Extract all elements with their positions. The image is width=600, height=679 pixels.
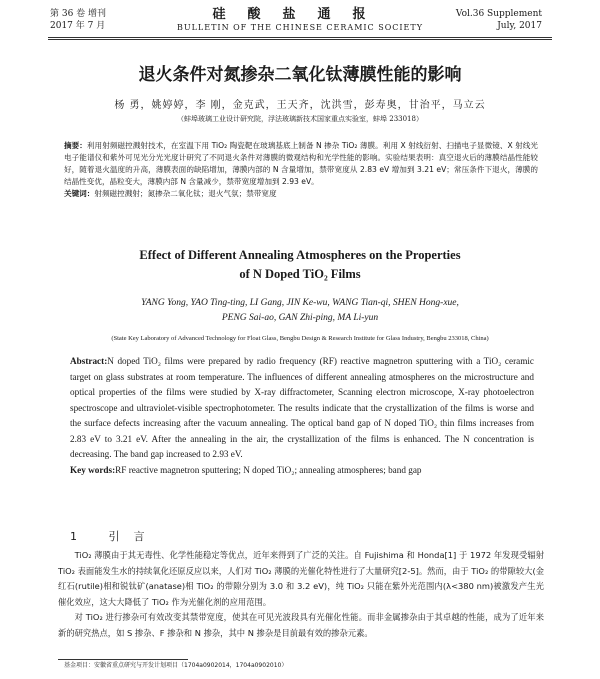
paragraph: 对 TiO₂ 进行掺杂可有效改变其禁带宽度，使其在可见光波段具有光催化性能。而非金属掺杂由于其卓越的性能，成为了近年来新的研究热点，如 S 掺杂、F 掺杂和 N 掺杂，其中 N 掺杂是目前最有效的掺杂元素。 xyxy=(58,612,544,638)
header-volume: 第 36 卷 增刊 2017 年 7 月 xyxy=(50,9,107,31)
abstract-en xyxy=(70,354,534,478)
intro-body xyxy=(58,548,544,642)
abstract-cn-label: 摘要： xyxy=(64,141,87,150)
authors-en: YANG Yong, YAO Ting-ting, LI Gang, JIN Ke-wu, WANG Tian-qi, SHEN Hong-xue, PENG Sai-ao, GAN Zhi-ping, MA Li-yun xyxy=(141,298,459,323)
section-heading xyxy=(70,528,159,544)
footnote-rule xyxy=(58,659,188,660)
abstract-cn-text: 利用射频磁控溅射技术，在室温下用 TiO₂ 陶瓷靶在玻璃基底上制备 N 掺杂 TiO₂ 薄膜。利用 X 射线衍射、扫描电子显微镜、X 射线光电子能谱仪和紫外可见光分光光度计研究了不同退火条件对薄膜的微观结构和光学性能的影响。实验结果表明：真空退火后的薄膜结晶性能较好，随着退火温度的升高，薄膜表面的缺陷增加，薄膜内部的 N 含量增加，禁带宽度从 2.83 eV 增加到 3.21 eV；常压条件下退火，薄膜的结晶性变优，晶粒变大，薄膜内部 N 含量减少，禁带宽度增加到 2.93 eV。 xyxy=(64,141,539,186)
keywords-cn-label: 关键词： xyxy=(64,189,95,198)
section-title: 引言 xyxy=(108,530,159,543)
header-rule xyxy=(48,37,552,38)
abstract-cn xyxy=(64,140,538,200)
header-rule xyxy=(48,39,552,40)
section-number: 1 xyxy=(70,530,91,543)
abstract-en-text: N doped TiO₂ films were prepared by radio frequency (RF) reactive magnetron sputtering with a TiO₂ ceramic target on glass substrates at room temperature. The influences of different annealing atmospheres on the microstructure and optical properties of the films were studied by X-ray diffractometer, Scanning electron microscope, X-ray photoelectron spectroscope and ultraviolet-visible spectrophotometer. The results indicate that the crystallization of the films is worse and the surface defects increasing after the vacuum annealing. The optical band gap of N doped TiO₂ thin films increases from 2.83 eV to 3.21 eV. After the annealing in the air, the crystallization of the films is enhanced. The N concentration is decreasing. The band gap increased to 2.93 eV. xyxy=(70,356,534,459)
paragraph: TiO₂ 薄膜由于其无毒性、化学性能稳定等优点，近年来得到了广泛的关注。自 Fujishima 和 Honda[1] 于 1972 年发现受辐射 TiO₂ 表面能发生水的持续氧化还原反应以来，人们对 TiO₂ 薄膜的光催化特性进行了大量研究[2-5]。然而，由于 TiO₂ 的带隙较大(金红石(rutile)相和锐钛矿(anatase)相 TiO₂ 的带隙分别为 3.0 和 3.2 eV)，纯 TiO₂ 只能在紫外光范围内(λ<380 nm)被激发产生光催化效应，这大大降低了 TiO₂ 作为光催化剂的应用范围。 xyxy=(58,550,544,607)
title-cn: 退火条件对氮掺杂二氧化钛薄膜性能的影响 xyxy=(138,65,462,85)
footnote: 基金项目：安徽省重点研究与开发计划项目（1704a0902014，1704a0902010） xyxy=(64,662,288,669)
keywords-en: RF reactive magnetron sputtering; N doped TiO₂; annealing atmospheres; band gap xyxy=(115,464,422,475)
running-header xyxy=(0,8,600,36)
affiliation-en: (State Key Laboratory of Advanced Technology for Float Glass, Bengbu Design & Research Institute for Glass Industry, Bengbu 233018, China) xyxy=(111,335,489,342)
title-en: Effect of Different Annealing Atmospheres on the Properties of N Doped TiO₂ Films xyxy=(139,248,461,281)
abstract-en-label: Abstract: xyxy=(70,356,108,366)
affiliation-cn: （蚌埠玻璃工业设计研究院，浮法玻璃新技术国家重点实验室，蚌埠 233018） xyxy=(177,115,423,123)
journal-name: 硅酸盐通报 BULLETIN OF THE CHINESE CERAMIC SOCIETY xyxy=(177,7,423,32)
authors-cn: 杨 勇，姚婷婷，李 刚，金克武，王天齐，沈洪雪，彭寿奥，甘治平，马立云 xyxy=(114,100,486,111)
keywords-cn: 射频磁控溅射；氮掺杂二氧化钛；退火气氛；禁带宽度 xyxy=(94,189,277,198)
header-issue: Vol.36 Supplement July, 2017 xyxy=(455,9,542,31)
keywords-en-label: Key words: xyxy=(70,464,116,475)
